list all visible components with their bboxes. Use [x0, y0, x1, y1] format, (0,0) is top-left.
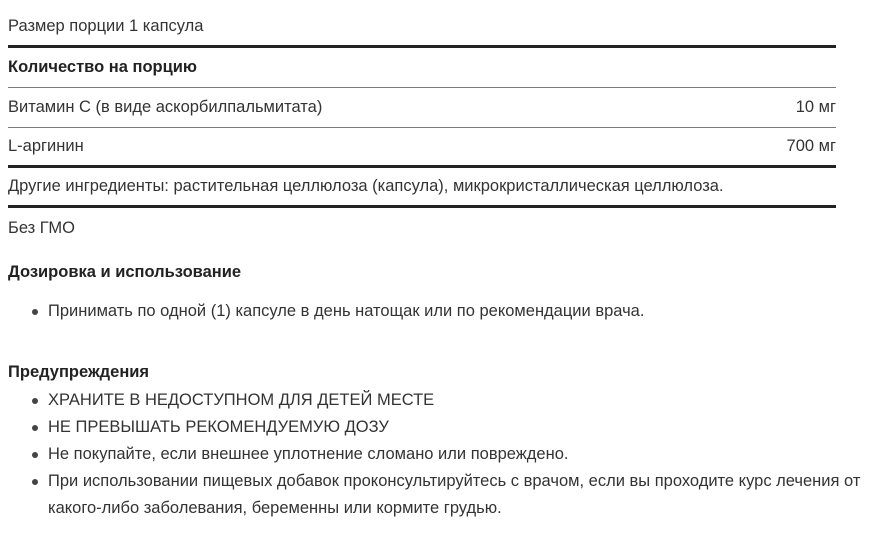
nutrient-name: L-аргинин [8, 137, 84, 155]
nutrient-row [8, 128, 836, 168]
serving-size-text: Размер порции 1 капсула [8, 17, 204, 35]
dosage-heading: Дозировка и использование [8, 263, 242, 281]
dosage-list [8, 298, 892, 325]
other-ingredients-row [8, 168, 836, 208]
list-item: Не покупайте, если внешнее уплотнение сломано или повреждено. [8, 441, 892, 468]
list-item: При использовании пищевых добавок проконсультируйтесь с врачом, если вы проходите курс лечения от какого-либо заболевания, беременны или кормите грудью. [8, 468, 892, 522]
other-ingredients-text: Другие ингредиенты: растительная целлюлоза (капсула), микрокристаллическая целлюлоза. [8, 177, 724, 195]
amount-header-text: Количество на порцию [8, 58, 197, 76]
nutrient-name: Витамин С (в виде аскорбилпальмитата) [8, 98, 323, 116]
nutrient-amount: 700 мг [786, 137, 836, 155]
list-item: Принимать по одной (1) капсуле в день натощак или по рекомендации врача. [8, 298, 892, 325]
list-item: НЕ ПРЕВЫШАТЬ РЕКОМЕНДУЕМУЮ ДОЗУ [8, 414, 892, 441]
non-gmo-text: Без ГМО [8, 218, 75, 237]
nutrient-amount: 10 мг [795, 98, 836, 116]
serving-size-row [8, 8, 836, 48]
warnings-heading: Предупреждения [8, 363, 150, 381]
nutrient-row [8, 88, 836, 128]
list-item: ХРАНИТЕ В НЕДОСТУПНОМ ДЛЯ ДЕТЕЙ МЕСТЕ [8, 387, 892, 414]
warnings-list [8, 387, 892, 522]
supplement-facts-table [8, 8, 836, 248]
amount-per-serving-header [8, 48, 836, 88]
non-gmo-row [8, 208, 836, 248]
